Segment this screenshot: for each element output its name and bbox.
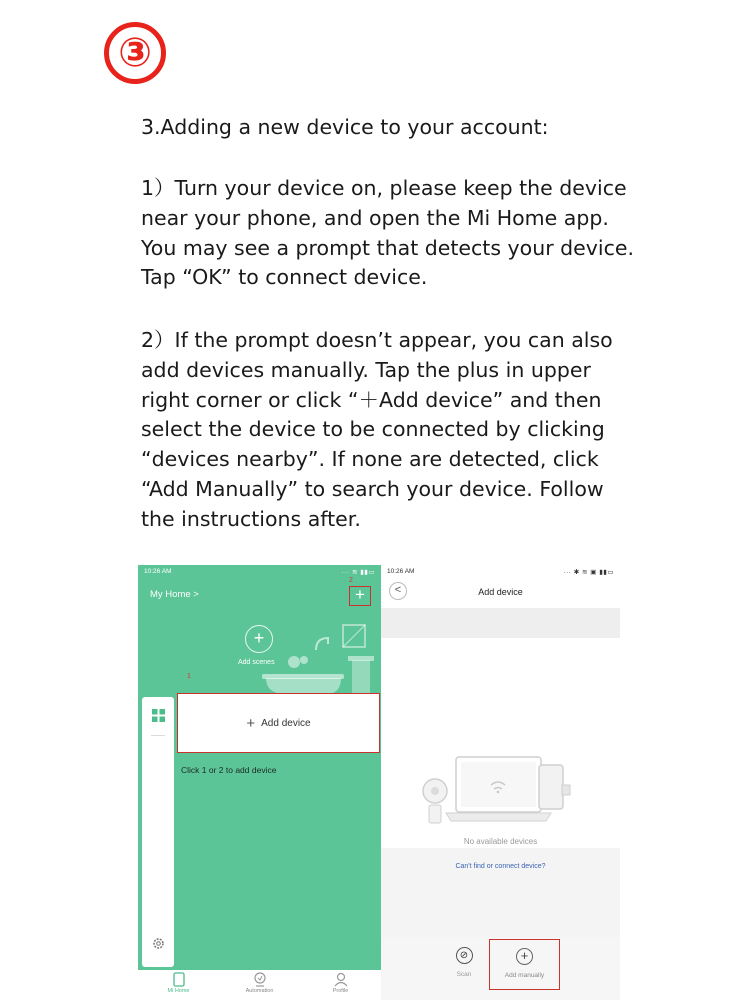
nav-automation[interactable]: [220, 970, 300, 1000]
add-manually-button[interactable]: [489, 939, 560, 990]
phone-icon: [173, 972, 185, 987]
scan-label: Scan: [456, 971, 472, 978]
add-device-label: Add device: [261, 717, 311, 729]
search-area: [381, 608, 620, 638]
mi-home-screenshot: [138, 565, 381, 1000]
marker-2-label: 2: [349, 577, 353, 584]
top-bar: [381, 578, 620, 608]
divider: [151, 735, 165, 736]
signal-battery-icon: ··· ≋ ▮▮▭: [341, 568, 375, 576]
paragraph-1: [141, 174, 651, 293]
bottom-nav: [138, 970, 381, 1000]
cant-find-link[interactable]: Can't find or connect device?: [455, 863, 546, 870]
plus-icon: +: [246, 714, 256, 732]
status-time: 10:26 AM: [144, 568, 172, 575]
signal-battery-icon: ··· ✱ ≋ ▣ ▮▮▭: [563, 568, 614, 576]
no-devices-text: No available devices: [463, 837, 538, 846]
paragraph-line: select the device to be connected by clicking: [141, 417, 605, 442]
bottom-actions: [381, 937, 620, 1000]
add-manually-label: Add manually: [504, 972, 545, 979]
add-plus-button[interactable]: +: [349, 586, 371, 606]
paragraph-line: 1）Turn your device on, please keep the device: [141, 176, 627, 200]
gear-icon[interactable]: [152, 937, 165, 950]
paragraph-line: You may see a prompt that detects your device.: [141, 235, 634, 260]
status-bar: [138, 565, 381, 578]
status-bar: [381, 565, 620, 578]
paragraph-line: 2）If the prompt doesn’t appear, you can also: [141, 328, 613, 352]
paragraph-line: near your phone, and open the Mi Home app.: [141, 205, 609, 230]
add-scene-icon[interactable]: +: [245, 625, 273, 653]
step-number-badge: ③: [104, 22, 166, 84]
section-heading: 3.Adding a new device to your account:: [141, 115, 549, 139]
paragraph-line: right corner or click “＋Add device” and then: [141, 387, 602, 412]
add-device-screenshot: [381, 565, 620, 1000]
paragraph-2: [141, 326, 651, 535]
add-device-card[interactable]: [177, 693, 380, 753]
home-selector[interactable]: My Home >: [150, 589, 199, 600]
nav-label: Mi Home: [167, 988, 190, 994]
marker-1-label: 1: [187, 673, 191, 680]
grid-icon[interactable]: [152, 709, 165, 722]
add-scenes-label: Add scenes: [238, 659, 275, 666]
plus-icon: +: [516, 948, 533, 965]
nav-label: Automation: [245, 988, 274, 994]
paragraph-line: Tap “OK” to connect device.: [141, 265, 428, 290]
nav-mi-home[interactable]: [139, 970, 219, 1000]
screen-title: Add device: [478, 587, 523, 597]
paragraph-line: the instructions after.: [141, 506, 361, 531]
room-sidebar: [142, 697, 174, 967]
status-time: 10:26 AM: [387, 568, 415, 575]
paragraph-line: add devices manually. Tap the plus in upper: [141, 357, 591, 382]
scan-button[interactable]: [447, 947, 481, 978]
hint-text: Click 1 or 2 to add device: [181, 765, 277, 775]
back-arrow-icon[interactable]: <: [389, 582, 407, 600]
paragraph-line: “Add Manually” to search your device. Follow: [141, 476, 604, 501]
nav-profile[interactable]: [301, 970, 381, 1000]
nav-label: Profile: [332, 988, 349, 994]
profile-icon: [334, 972, 348, 987]
paragraph-line: “devices nearby”. If none are detected, click: [141, 447, 599, 472]
automation-icon: [253, 972, 267, 987]
devices-illustration-icon: [421, 755, 581, 835]
scan-icon: ⊘: [456, 947, 473, 964]
